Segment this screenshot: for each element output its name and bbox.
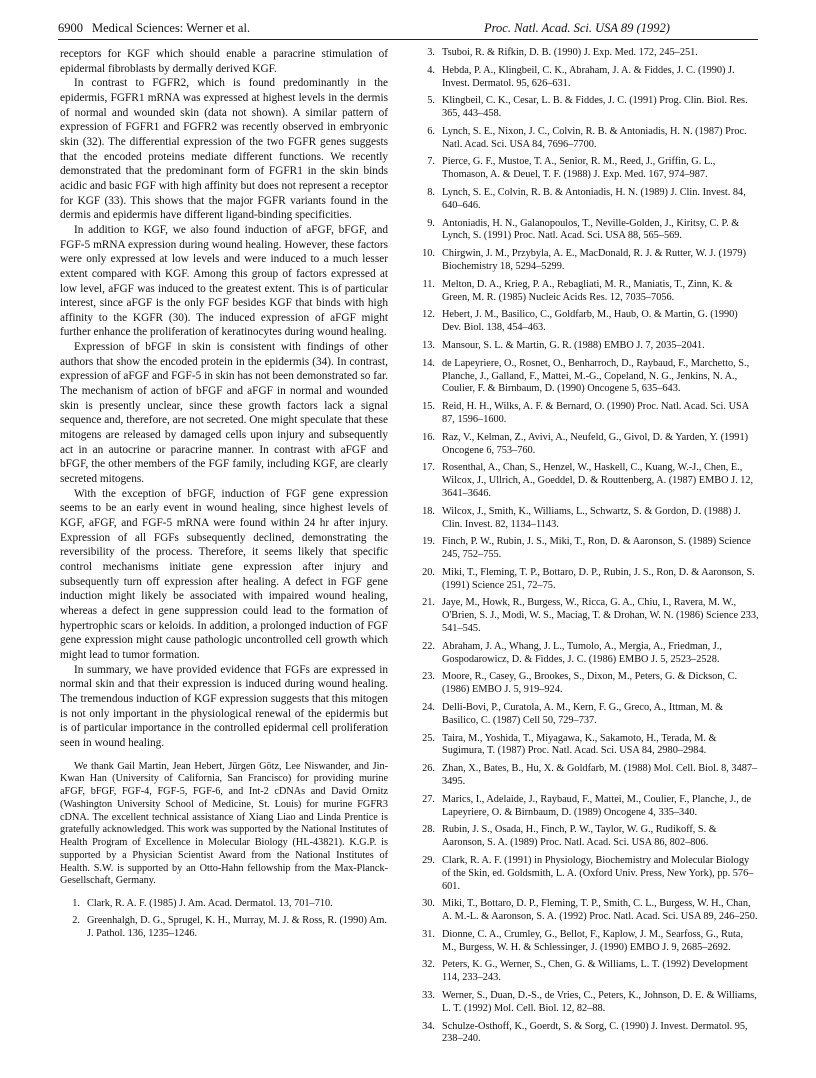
reference-item	[415, 763, 759, 789]
acknowledgments: We thank Gail Martin, Jean Hebert, Jürgen Götz, Lee Niswander, and Jin-Kwan Han (University of California, San Francisco) for providing murine aFGF, bFGF, FGF-4, FGF-5, FGF-6, and Int-2 cDNAs and David Ornitz (Washington University School of Medicine, St. Louis) for murine FGFR3 cDNA. The excellent technical assistance of Xiang Liao and Linda Prentice is gratefully acknowledged. This work was supported by the National Institutes of Health Program of Excellence in Molecular Biology (HL-43821). K.G.P. is supported by a Physician Scientist Award from the National Institutes of Health. S.W. is supported by an Otto-Hahn fellowship from the Max-Planck-Gesellschaft, Germany.	[60, 760, 388, 887]
reference-text: Miki, T., Fleming, T. P., Bottaro, D. P., Rubin, J. S., Ron, D. & Aaronson, S. (1991) Science 251, 72–75.	[442, 566, 755, 591]
reference-text: Miki, T., Bottaro, D. P., Fleming, T. P., Smith, C. L., Burgess, W. H., Chan, A. M.-L. & Aaronson, S. A. (1992) Proc. Natl. Acad. Sci. USA 89, 246–250.	[442, 898, 758, 923]
body-paragraph: With the exception of bFGF, induction of FGF gene expression seems to be an early event in wound healing, since highest levels of KGF, aFGF, and FGF-5 mRNA were found within 24 hr after injury. Expression of all FGFs subsequently declined, demonstrating the reversibility of the process. Therefore, it seems likely that specific control mechanisms initiate gene expression after injury and subsequently turn off expression after healing. A defect in FGF gene induction might likely be associated with impaired wound healing, whereas a defect in gene suppression could lead to the formation of hypertrophic scars or keloids. In addition, a prolonged induction of FGF gene expression might cause pathologic uncontrolled cell growth which might lead to tumor formation.	[60, 487, 388, 661]
reference-list	[60, 898, 388, 941]
reference-item	[415, 218, 759, 244]
reference-number: 27.	[422, 793, 435, 805]
reference-text: Mansour, S. L. & Martin, G. R. (1988) EMBO J. 7, 2035–2041.	[442, 339, 705, 351]
reference-text: Lynch, S. E., Colvin, R. B. & Antoniadis, H. N. (1989) J. Clin. Invest. 84, 640–646.	[442, 187, 746, 211]
reference-number: 4.	[427, 64, 435, 76]
reference-number: 6.	[427, 125, 435, 137]
body-paragraph: In summary, we have provided evidence that FGFs are expressed in normal skin and that their expression is induced during wound healing. The tremendous induction of KGF expression suggests that this mitogen is not only important in the physiological renewal of the epidermis but is of particular importance in the controlled epidermal cell proliferation seen in wound healing.	[60, 663, 388, 749]
reference-item	[415, 462, 759, 501]
reference-item	[415, 65, 759, 91]
reference-number: 32.	[422, 959, 435, 971]
reference-text: Pierce, G. F., Mustoe, T. A., Senior, R. M., Reed, J., Griffin, G. L., Thomason, A. & Deuel, T. F. (1988) J. Exp. Med. 167, 974–987.	[442, 156, 716, 181]
reference-number: 20.	[422, 566, 435, 578]
reference-text: Dionne, C. A., Crumley, G., Bellot, F., Kaplow, J. M., Searfoss, G., Ruta, M., Burgess, W. H. & Schlessinger, J. (1990) EMBO J. 9, 2685–2692.	[442, 928, 744, 953]
reference-item	[415, 309, 759, 335]
reference-text: Peters, K. G., Werner, S., Chen, G. & Williams, L. T. (1992) Development 114, 233–243.	[442, 959, 748, 984]
reference-text: Greenhalgh, D. G., Sprugel, K. H., Murray, M. J. & Ross, R. (1990) Am. J. Pathol. 136, 1235–1246.	[87, 914, 387, 939]
reference-item	[415, 279, 759, 305]
reference-number: 19.	[422, 536, 435, 548]
reference-number: 25.	[422, 732, 435, 744]
reference-text: Antoniadis, H. N., Galanopoulos, T., Neville-Golden, J., Kiritsy, C. P. & Lynch, S. (1991) Proc. Natl. Acad. Sci. USA 88, 565–569.	[442, 217, 740, 242]
reference-item	[415, 340, 759, 353]
running-head: Medical Sciences: Werner et al.	[92, 21, 251, 35]
reference-item	[415, 156, 759, 182]
reference-number: 18.	[422, 505, 435, 517]
reference-item	[60, 915, 388, 941]
reference-item	[415, 401, 759, 427]
reference-text: Clark, R. A. F. (1991) in Physiology, Biochemistry and Molecular Biology of the Skin, ed. Goldsmith, L. A. (Oxford Univ. Press, New York), pp. 576–601.	[442, 854, 754, 892]
reference-item	[415, 47, 759, 60]
reference-item	[415, 959, 759, 985]
reference-number: 10.	[422, 248, 435, 260]
page-number: 6900	[58, 21, 83, 35]
left-column	[60, 47, 388, 945]
reference-item	[415, 597, 759, 636]
reference-item	[415, 432, 759, 458]
reference-item	[415, 641, 759, 667]
reference-number: 31.	[422, 928, 435, 940]
reference-item	[415, 824, 759, 850]
reference-number: 7.	[427, 156, 435, 168]
reference-number: 1.	[72, 898, 80, 909]
reference-text: Taira, M., Yoshida, T., Miyagawa, K., Sakamoto, H., Terada, M. & Sugimura, T. (1987) Proc. Natl. Acad. Sci. USA 84, 2980–2984.	[442, 732, 717, 757]
reference-item	[415, 126, 759, 152]
reference-number: 16.	[422, 431, 435, 443]
reference-item	[415, 929, 759, 955]
reference-item	[415, 567, 759, 593]
reference-number: 3.	[427, 47, 435, 58]
body-paragraph: In contrast to FGFR2, which is found predominantly in the epidermis, FGFR1 mRNA was expressed at highest levels in the dermis of normal and wounded skin (data not shown). A similar pattern of expression of FGFR1 and FGFR2 was recently observed in embryonic skin (32). The differential expression of the two FGFR genes suggests that the encoded proteins mediate different functions. We recently demonstrated that the predominant form of FGFR1 in the skin binds acidic and basic FGF with high affinity but does not represent a receptor for KGF (33). This shows that the major FGFR variants found in the dermis and epidermis have different ligand-binding specificities.	[60, 77, 388, 222]
reference-number: 13.	[422, 339, 435, 351]
reference-text: Klingbeil, C. K., Cesar, L. B. & Fiddes, J. C. (1991) Prog. Clin. Biol. Res. 365, 443–458.	[442, 95, 748, 120]
reference-text: Hebert, J. M., Basilico, C., Goldfarb, M., Haub, O. & Martin, G. (1990) Dev. Biol. 138, 454–463.	[442, 309, 738, 334]
reference-number: 23.	[422, 671, 435, 683]
reference-number: 9.	[427, 217, 435, 229]
reference-number: 21.	[422, 597, 435, 609]
reference-number: 11.	[422, 278, 435, 290]
reference-item	[415, 95, 759, 121]
reference-number: 14.	[422, 357, 435, 369]
reference-number: 24.	[422, 701, 435, 713]
reference-text: Chirgwin, J. M., Przybyla, A. E., MacDonald, R. J. & Rutter, W. J. (1979) Biochemistry 18, 5294–5299.	[442, 248, 747, 273]
reference-item	[415, 536, 759, 562]
reference-text: Schulze-Osthoff, K., Goerdt, S. & Sorg, C. (1990) J. Invest. Dermatol. 95, 238–240.	[442, 1020, 748, 1045]
reference-item	[415, 506, 759, 532]
reference-item	[415, 855, 759, 894]
reference-number: 33.	[422, 990, 435, 1002]
reference-text: Delli-Bovi, P., Curatola, A. M., Kern, F. G., Greco, A., Ittman, M. & Basilico, C. (1987) Cell 50, 729–737.	[442, 701, 724, 726]
reference-number: 5.	[427, 95, 435, 107]
reference-number: 12.	[422, 309, 435, 321]
reference-number: 28.	[422, 824, 435, 836]
reference-item	[415, 794, 759, 820]
reference-text: Marics, I., Adelaide, J., Raybaud, F., Mattei, M., Coulier, F., Planche, J., de Lapeyriere, O. & Birnbaum, D. (1989) Oncogene 4, 335–340.	[442, 793, 752, 818]
reference-text: Abraham, J. A., Whang, J. L., Tumolo, A., Mergia, A., Friedman, J., Gospodarowicz, D. & Fiddes, J. C. (1986) EMBO J. 5, 2523–2528.	[442, 640, 722, 665]
reference-item	[60, 898, 388, 911]
reference-number: 26.	[422, 763, 435, 775]
reference-item	[415, 358, 759, 397]
reference-text: Jaye, M., Howk, R., Burgess, W., Ricca, G. A., Chiu, I., Ravera, M. W., O'Brien, S. J., Modi, W. S., Maciag, T. & Drohan, W. N. (1986) Science 233, 541–545.	[442, 597, 759, 635]
reference-text: Rosenthal, A., Chan, S., Henzel, W., Haskell, C., Kuang, W.-J., Chen, E., Wilcox, J., Ullrich, A., Goeddel, D. & Routtenberg, A. (1987) EMBO J. 12, 3641–3646.	[442, 462, 754, 499]
reference-text: Clark, R. A. F. (1985) J. Am. Acad. Dermatol. 13, 701–710.	[87, 898, 333, 909]
reference-text: Moore, R., Casey, G., Brookes, S., Dixon, M., Peters, G. & Dickson, C. (1986) EMBO J. 5, 919–924.	[442, 671, 738, 696]
reference-text: Rubin, J. S., Osada, H., Finch, P. W., Taylor, W. G., Rudikoff, S. & Aaronson, S. A. (1989) Proc. Natl. Acad. Sci. USA 86, 802–806.	[442, 824, 717, 849]
reference-number: 29.	[422, 854, 435, 866]
reference-item	[415, 898, 759, 924]
reference-text: Finch, P. W., Rubin, J. S., Miki, T., Ron, D. & Aaronson, S. (1989) Science 245, 752–755.	[442, 536, 751, 561]
reference-number: 22.	[422, 640, 435, 652]
reference-number: 30.	[422, 898, 435, 910]
reference-number: 15.	[422, 401, 435, 413]
body-paragraph: In addition to KGF, we also found induction of aFGF, bFGF, and FGF-5 mRNA expression during wound healing. However, these factors were only expressed at low levels and were induced to a much lesser extent compared with KGF. Among this group of factors expressed at low level, aFGF was induced to the greatest extent. This is of particular interest, since aFGF is the only FGF besides KGF that binds with high affinity to the KGFR (30). The induced expression of aFGF might further enhance the proliferation of keratinocytes during wound healing.	[60, 223, 388, 339]
reference-item	[415, 733, 759, 759]
reference-text: Wilcox, J., Smith, K., Williams, L., Schwartz, S. & Gordon, D. (1988) J. Clin. Invest. 82, 1134–1143.	[442, 505, 741, 530]
body-paragraph: Expression of bFGF in skin is consistent with findings of other authors that show the encoded protein in the epidermis (34). In contrast, expression of aFGF and FGF-5 in skin has not been demonstrated so far. The mechanism of action of bFGF and aFGF in normal and wounded skin is presently unclear, since these growth factors lack a signal sequence and, therefore, are not secreted. One might speculate that these mitogens are released by damaged cells upon injury and subsequently act in an autocrine or paracrine manner. In contrast with aFGF and bFGF, the other members of the FGF family, including KGF, are clearly secreted mitogens.	[60, 341, 388, 486]
reference-item	[415, 671, 759, 697]
reference-text: Melton, D. A., Krieg, P. A., Rebagliati, M. R., Maniatis, T., Zinn, K. & Green, M. R. (1985) Nucleic Acids Res. 12, 7035–7056.	[442, 278, 733, 303]
reference-number: 2.	[72, 914, 80, 926]
right-column-references	[415, 47, 759, 1051]
reference-text: Raz, V., Kelman, Z., Avivi, A., Neufeld, G., Givol, D. & Yarden, Y. (1991) Oncogene 6, 753–760.	[442, 431, 749, 456]
reference-text: Lynch, S. E., Nixon, J. C., Colvin, R. B. & Antoniadis, H. N. (1987) Proc. Natl. Acad. Sci. USA 84, 7696–7700.	[442, 125, 747, 150]
reference-item	[415, 248, 759, 274]
reference-item	[415, 702, 759, 728]
reference-text: Tsuboi, R. & Rifkin, D. B. (1990) J. Exp. Med. 172, 245–251.	[442, 47, 698, 58]
reference-text: Zhan, X., Bates, B., Hu, X. & Goldfarb, M. (1988) Mol. Cell. Biol. 8, 3487–3495.	[442, 763, 758, 787]
header-rule	[58, 39, 758, 40]
reference-item	[415, 1021, 759, 1047]
journal-citation: Proc. Natl. Acad. Sci. USA 89 (1992)	[484, 21, 670, 35]
reference-text: Hebda, P. A., Klingbeil, C. K., Abraham, J. A. & Fiddes, J. C. (1990) J. Invest. Dermatol. 95, 626–631.	[442, 64, 735, 89]
reference-text: Werner, S., Duan, D.-S., de Vries, C., Peters, K., Johnson, D. E. & Williams, L. T. (1992) Mol. Cell. Biol. 12, 82–88.	[442, 990, 757, 1014]
reference-item	[415, 187, 759, 213]
body-paragraph: receptors for KGF which should enable a paracrine stimulation of epidermal fibroblasts by dermally derived KGF.	[60, 48, 388, 75]
reference-item	[415, 990, 759, 1016]
reference-number: 8.	[427, 187, 435, 199]
reference-number: 17.	[422, 462, 435, 474]
reference-number: 34.	[422, 1020, 435, 1032]
reference-text: Reid, H. H., Wilks, A. F. & Bernard, O. (1990) Proc. Natl. Acad. Sci. USA 87, 1596–1600.	[442, 401, 749, 425]
reference-text: de Lapeyriere, O., Rosnet, O., Benharroch, D., Raybaud, F., Marchetto, S., Planche, J., Galland, F., Mattei, M.-G., Copeland, N. G., Jenkins, N. A., Coulier, F. & Birnbaum, D. (1990) Oncogene 5, 635–643.	[442, 357, 750, 395]
